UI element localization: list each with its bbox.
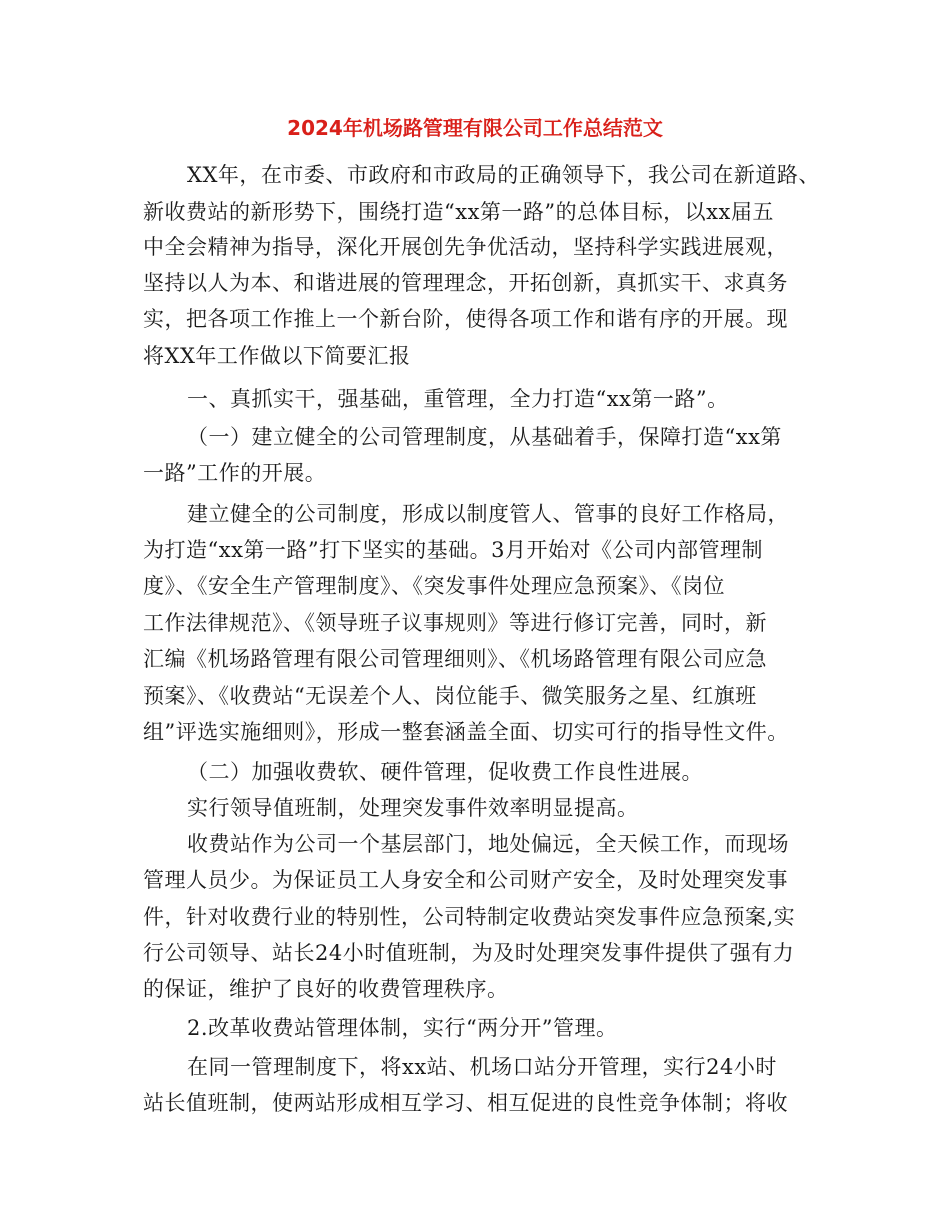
document-title: 2024年机场路管理有限公司工作总结范文 bbox=[287, 116, 663, 140]
paragraph-line: 收费站作为公司一个基层部门，地处偏远，全天候工作，而现场 bbox=[187, 832, 789, 856]
paragraph-line: 建立健全的公司制度，形成以制度管人、管事的良好工作格局， bbox=[187, 502, 789, 526]
paragraph-line: 实，把各项工作推上一个新台阶，使得各项工作和谐有序的开展。现 bbox=[143, 307, 788, 331]
paragraph-line: 实行领导值班制，处理突发事件效率明显提高。 bbox=[187, 796, 639, 820]
paragraph-line: 在同一管理制度下，将xx站、机场口站分开管理，实行24小时 bbox=[187, 1055, 777, 1079]
paragraph-line: 中全会精神为指导，深化开展创先争优活动，坚持科学实践进展观， bbox=[143, 235, 788, 259]
paragraph-line: XX年，在市委、市政府和市政局的正确领导下，我公司在新道路、 bbox=[187, 163, 820, 187]
paragraph-line: 工作法律规范》、《领导班子议事规则》等进行修订完善，同时，新 bbox=[143, 611, 767, 635]
paragraph-line: 行公司领导、站长24小时值班制，为及时处理突发事件提供了强有力 bbox=[143, 941, 795, 965]
paragraph-line: 预案》、《收费站“无误差个人、岗位能手、微笑服务之星、红旗班 bbox=[143, 684, 757, 708]
subsection-heading: （一）建立健全的公司管理制度，从基础着手，保障打造“xx第 bbox=[187, 425, 782, 449]
paragraph-line: 汇编《机场路管理有限公司管理细则》、《机场路管理有限公司应急 bbox=[143, 647, 767, 671]
paragraph-line: 件，针对收费行业的特别性，公司特制定收费站突发事件应急预案,实 bbox=[143, 905, 796, 929]
paragraph-line: 管理人员少。为保证员工人身安全和公司财产安全，及时处理突发事 bbox=[143, 868, 788, 892]
paragraph-line: 2.改革收费站管理体制，实行“两分开”管理。 bbox=[187, 1016, 618, 1040]
paragraph-line: 度》、《安全生产管理制度》、《突发事件处理应急预案》、《岗位 bbox=[143, 574, 725, 598]
paragraph-line: 站长值班制，使两站形成相互学习、相互促进的良性竞争体制；将收 bbox=[143, 1091, 788, 1115]
paragraph-line: 的保证，维护了良好的收费管理秩序。 bbox=[143, 977, 509, 1001]
paragraph-line: 组”评选实施细则》，形成一整套涵盖全面、切实可行的指导性文件。 bbox=[143, 720, 789, 744]
subsection-heading: 一路”工作的开展。 bbox=[143, 461, 327, 485]
subsection-heading: （二）加强收费软、硬件管理，促收费工作良性进展。 bbox=[187, 760, 703, 784]
paragraph-line: 坚持以人为本、和谐进展的管理理念，开拓创新，真抓实干、求真务 bbox=[143, 271, 788, 295]
paragraph-line: 为打造“xx第一路”打下坚实的基础。3月开始对《公司内部管理制 bbox=[143, 538, 764, 562]
section-heading: 一、真抓实干，强基础，重管理，全力打造“xx第一路”。 bbox=[187, 387, 729, 411]
paragraph-line: 将XX年工作做以下简要汇报 bbox=[143, 344, 411, 368]
paragraph-line: 新收费站的新形势下，围绕打造“xx第一路”的总体目标，以xx届五 bbox=[143, 200, 774, 224]
